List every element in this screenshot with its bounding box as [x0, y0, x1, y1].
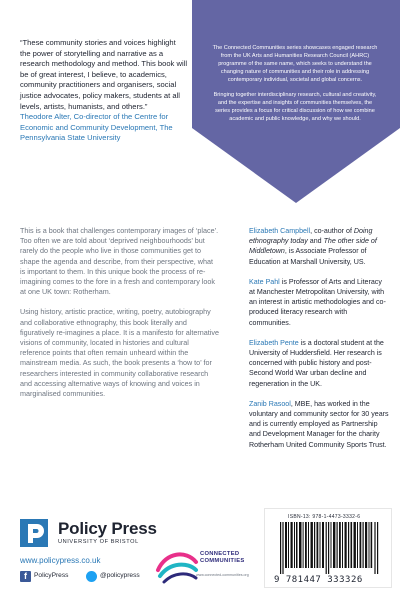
facebook-icon[interactable]: f: [20, 571, 31, 582]
connected-communities-logo-text: [200, 551, 245, 565]
isbn-number: 9 781447 333326: [274, 575, 363, 585]
barcode-icon: [280, 522, 380, 574]
bio-text: is a doctoral student at the University of Huddersfield. Her research is concerned with public history and post-Second World War urban decline and regeneration in the UK.: [249, 338, 384, 388]
publisher-url-link[interactable]: www.policypress.co.uk: [20, 556, 101, 565]
cc-line-1: CONNECTED: [200, 551, 240, 557]
policy-press-p-icon: [20, 519, 48, 547]
bio-text: and: [307, 237, 324, 246]
bio-text: , MBE, has worked in the voluntary and community sector for 30 years and is currently employed as Partnership and Development Manager for the charity Rotherham United Community Sports Trust.: [249, 399, 389, 449]
publisher-name: Policy Press: [58, 519, 157, 538]
bio-text: is Professor of Arts and Literacy at Manchester Metropolitan University, with an interest in artistic methodologies and co-produced literacy research with communities.: [249, 277, 386, 327]
author-bios: [249, 226, 389, 460]
connected-communities-swirl-icon: [152, 540, 244, 590]
bio-text: , co-author of: [310, 227, 354, 235]
bio-name: Elizabeth Campbell: [249, 227, 311, 235]
endorsement-quote-text: “These community stories and voices highlight the power of storytelling and narrative as a research methodology and method. This book will be of great interest, I believe, to academics, community practitioners and organisers, social justice advocates, policy makers, students at all levels, artists, humanists, and others.”: [20, 38, 188, 111]
bio-book-title: Doing ethnography today: [249, 227, 373, 246]
bio-kate-pahl: [249, 277, 389, 328]
bio-book-title: The other side of Middletown: [249, 237, 377, 256]
series-paragraph-2: Bringing together interdisciplinary research, cultural and creativity, and the expertise and insights of communities themselves, the series provides a focus for critical discussion of how we combine academic and public knowledge, and why we should.: [213, 92, 377, 122]
series-description: [211, 44, 379, 130]
series-paragraph-1: The Connected Communities series showcases engaged research from the UK Arts and Humanities Research Council (AHRC) programme of the same name, which seeks to understand the changing nature of communities and their role in addressing contemporary individual, societal and global concerns.: [212, 45, 378, 83]
endorsement-quote: [20, 38, 188, 144]
endorsement-attribution: Theodore Alter, Co-director of the Centre for Economic and Community Development, The Pennsylvania State University: [20, 112, 173, 143]
bio-name: Zanib Rasool: [249, 399, 291, 408]
blurb-paragraph-2: Using history, artistic practice, writing, poetry, autobiography and collaborative ethnography, this book literally and figuratively re-imagines a place. It is a manifesto for alternative visions of community, located in histories and cultural reference points that often remain unheard within the mainstream media. As such, the book presents a ‘how to’ for researchers interested in community collaborative research and accessing alternative ways of knowing and voices in marginalised communities.: [20, 307, 219, 399]
bio-text: , is Associate Professor of Education at Marshall University, US.: [249, 247, 367, 266]
blurb-paragraph-1: This is a book that challenges contemporary images of ‘place’. Too often we are told about ‘deprived neighbourhoods’ but rarely do the people who live in those communities get to shape the agenda and describe, from their perspective, what is important to them. In this unique book the process of re-imagining comes to the fore in a fresh and contemporary look at one UK town: Rotherham.: [20, 226, 219, 297]
bio-name: Kate Pahl: [249, 277, 280, 286]
facebook-handle[interactable]: PolicyPress: [34, 572, 69, 579]
isbn-label: ISBN-13: 978-1-4473-3332-6: [288, 514, 361, 520]
bio-zanib-rasool: [249, 399, 389, 450]
bio-elizabeth-pente: [249, 338, 389, 389]
twitter-icon[interactable]: [86, 571, 97, 582]
publisher-subtitle: UNIVERSITY OF BRISTOL: [58, 539, 139, 545]
bio-elizabeth-campbell: [249, 226, 389, 267]
cc-line-2: COMMUNITIES: [200, 558, 245, 564]
twitter-handle[interactable]: @policypress: [100, 572, 140, 579]
book-blurb: [20, 226, 220, 409]
connected-communities-url[interactable]: www.connected-communities.org: [196, 573, 249, 577]
bio-name: Elizabeth Pente: [249, 338, 299, 347]
